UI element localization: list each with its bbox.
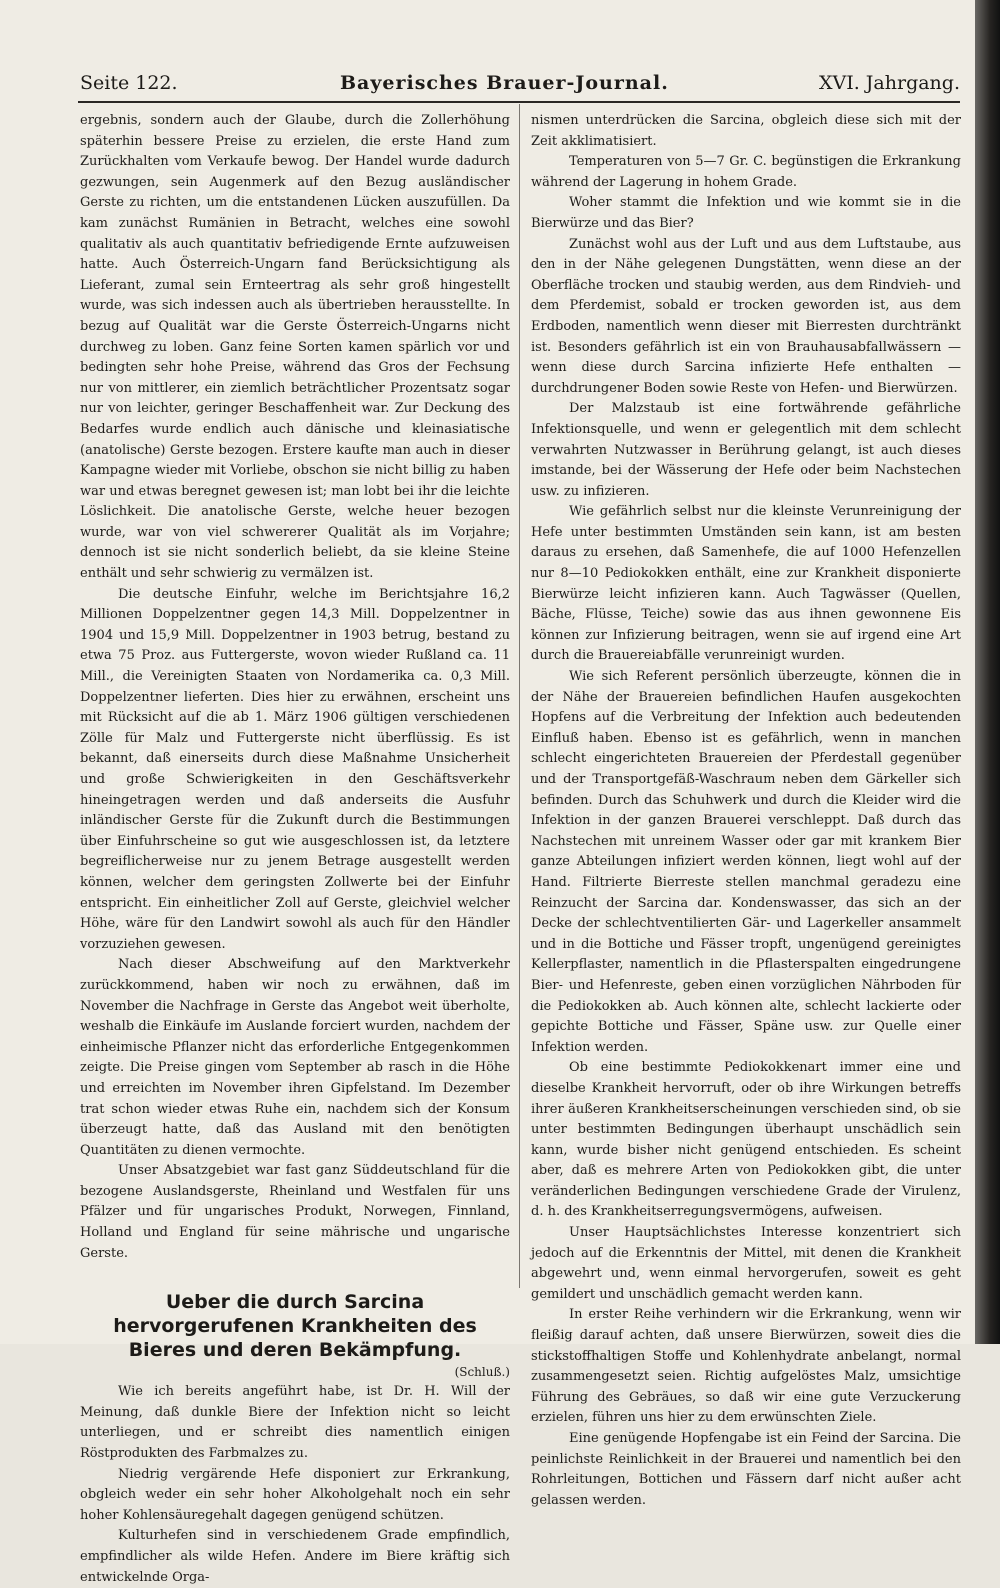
paragraph: Zunächst wohl aus der Luft und aus dem Luftstaube, aus den in der Nähe gelegenen Dungstätten, wenn diese an der Oberfläche trocken und staubig werden, aus dem Rindvieh- und dem Pferdemist, sobald er trocken geworden ist, aus dem Erdboden, namentlich wenn dieser mit Bierresten durchtränkt ist. Besonders gefährlich ist ein von Brauhausabfallwässern — wenn diese durch Sarcina infizierte Hefe enthalten — durchdrungener Boden sowie Reste von Hefen- und Bierwürzen.: [531, 236, 961, 396]
paragraph: Wie ich bereits angeführt habe, ist Dr. H. Will der Meinung, daß dunkle Biere der Infektion nicht so leicht unterliegen, und er schreibt dies namentlich einigen Röstprodukten des Farbmalzes zu.: [80, 1384, 510, 1462]
article-title: Ueber die durch Sarcina hervorgerufenen Krankheiten des Bieres und deren Bekämpfung.: [113, 1291, 477, 1362]
paragraph: Unser Absatzgebiet war fast ganz Süddeutschland für die bezogene Auslandsgerste, Rheinland und Westfalen für uns Pfälzer und für ungarisches Produkt, Norwegen, Finnland, Holland und England für seine mährische und ungarische Gerste.: [80, 1163, 510, 1261]
paragraph: Eine genügende Hopfengabe ist ein Feind der Sarcina. Die peinlichste Reinlichkeit in der Brauerei und namentlich bei den Rohrleitungen, Bottichen und Fässern darf nicht außer acht gelassen werden.: [531, 1431, 961, 1508]
article-note: (Schluß.): [454, 1365, 510, 1380]
paragraph: Die deutsche Einfuhr, welche im Berichtsjahre 16,2 Millionen Doppelzentner gegen 14,3 Mill. Doppelzentner in 1904 und 15,9 Mill. Doppelzentner in 1903 betrug, bestand zu etwa 75 Proz. aus Futtergerste, wovon wieder Rußland ca. 11 Mill., die Vereinigten Staaten von Nordamerika ca. 0,3 Mill. Doppelzentner lieferten. Dies hier zu erwähnen, erscheint uns mit Rücksicht auf die ab 1. März 1906 gültigen verschiedenen Zölle für Malz und Futtergerste nicht überflüssig. Es ist bekannt, daß einerseits durch diese Maßnahme Unsicherheit und große Schwierigkeiten in den Geschäftsverkehr hineingetragen werden und daß anderseits die Ausfuhr inländischer Gerste für die Zukunft durch die Bestimmungen über Einfuhrscheine so gut wie ausgeschlossen ist, da letztere begreiflicherweise nur zu jenem Betrage ausgestellt werden können, welcher dem geringsten Zollwerte bei der Einfuhr entspricht. Ein einheitlicher Zoll auf Gerste, gleichviel welcher Höhe, wäre für den Landwirt sowohl als auch für den Händler vorzuziehen gewesen.: [80, 586, 510, 952]
page-number: Seite 122.: [80, 72, 178, 94]
journal-title: Bayerisches Brauer-Journal.: [340, 72, 669, 94]
page-edge: [975, 0, 1000, 1344]
paragraph: ergebnis, sondern auch der Glaube, durch die Zollerhöhung späterhin bessere Preise zu erzielen, die erste Hand zum Zurückhalten vom Verkaufe bewog. Der Handel wurde dadurch gezwungen, sein Augenmerk auf den Bezug ausländischer Gerste zu richten, um die entstandenen Lücken auszufüllen. Da kam zunächst Rumänien in Betracht, welches eine sowohl qualitativ als auch quantitativ befriedigende Ernte aufzuweisen hatte. Auch Österreich-Ungarn fand Berücksichtigung als Lieferant, zumal sein Ernteertrag als sehr groß hingestellt wurde, was sich indessen auch als übertrieben herausstellte. In bezug auf Qualität war die Gerste Österreich-Ungarns nicht durchweg zu loben. Ganz feine Sorten kamen spärlich vor und bedingten sehr hohe Preise, während das Gros der Fechsung nur von mittlerer, ein ziemlich beträchtlicher Prozentsatz sogar nur von leichter, geringer Beschaffenheit war. Zur Deckung des Bedarfes wurde endlich auch dänische und kleinasiatische (anatolische) Gerste bezogen. Erstere kaufte man auch in dieser Kampagne wieder mit Vorliebe, obschon sie nicht billig zu haben war und etwas beregnet gewesen ist; man lobt bei ihr die leichte Löslichkeit. Die anatolische Gerste, welche heuer bezogen wurde, war von viel schwererer Qualität als im Vorjahre; dennoch ist sie nicht sonderlich beliebt, da sie kleine Steine enthält und sehr schwierig zu vermälzen ist.: [80, 113, 510, 582]
paragraph: Unser Hauptsächlichstes Interesse konzentriert sich jedoch auf die Erkenntnis der Mittel, mit denen die Krankheit abgewehrt und, wenn einmal hervorgerufen, soweit es geht gemildert und unschädlich gemacht werden kann.: [531, 1225, 961, 1302]
left-column: [80, 111, 510, 1588]
paragraph: In erster Reihe verhindern wir die Erkrankung, wenn wir fleißig darauf achten, daß unsere Bierwürzen, soweit dies die stickstoffhaltigen Stoffe und Kohlenhydrate anbelangt, normal zusammengesetzt seien. Richtig aufgelöstes Malz, umsichtige Führung des Gebräues, so daß wir eine gute Verzuckerung erzielen, führen uns hier zu dem erwünschten Ziele.: [531, 1307, 961, 1426]
paragraph: Wie gefährlich selbst nur die kleinste Verunreinigung der Hefe unter bestimmten Umständen sein kann, ist am besten daraus zu ersehen, daß Samenhefe, die auf 1000 Hefenzellen nur 8—10 Pediokokken enthält, eine zur Krankheit disponierte Bierwürze leicht infizieren kann. Auch Tagwässer (Quellen, Bäche, Flüsse, Teiche) sowie das aus ihnen gewonnene Eis können zur Infizierung beitragen, wenn sie auf irgend eine Art durch die Brauereiabfälle verunreinigt wurden.: [531, 504, 961, 664]
paragraph: Nach dieser Abschweifung auf den Marktverkehr zurückkommend, haben wir noch zu erwähnen, daß im November die Nachfrage in Gerste das Angebot weit überholte, weshalb die Einkäufe im Auslande forciert wurden, nachdem der einheimische Pflanzer nicht das erforderliche Entgegenkommen zeigte. Die Preise gingen vom September ab rasch in die Höhe und erreichten im November ihren Gipfelstand. Im Dezember trat schon wieder etwas Ruhe ein, nachdem sich der Konsum überzeugt hatte, daß das Ausland mit den benötigten Quantitäten zu dienen vermochte.: [80, 957, 510, 1158]
paragraph: Ob eine bestimmte Pediokokkenart immer eine und dieselbe Krankheit hervorruft, oder ob ihre Wirkungen betreffs ihrer äußeren Krankheitserscheinungen verschieden sind, ob sie unter bestimmten Bedingungen überhaupt unschädlich sein kann, wurde bisher nicht genügend entschieden. Es scheint aber, daß es mehrere Arten von Pediokokken gibt, die unter veränderlichen Bedingungen verschiedene Grade der Virulenz, d. h. des Krankheitserregungsvermögens, aufweisen.: [531, 1060, 961, 1220]
volume-label: XVI. Jahrgang.: [818, 72, 960, 94]
right-column: [531, 111, 961, 1511]
paragraph: Woher stammt die Infektion und wie kommt sie in die Bierwürze und das Bier?: [531, 195, 961, 231]
paragraph: nismen unterdrücken die Sarcina, obgleich diese sich mit der Zeit akklimatisiert.: [531, 113, 961, 149]
header-rule: [78, 101, 960, 103]
paragraph: Wie sich Referent persönlich überzeugte, können die in der Nähe der Brauereien befindlichen Haufen ausgekochten Hopfens auf die Verbreitung der Infektion auch bedeutenden Einfluß haben. Ebenso ist es gefährlich, wenn in manchen schlecht eingerichteten Brauereien der Pferdestall gegenüber und der Transportgefäß-Waschraum neben dem Gärkeller sich befinden. Durch das Schuhwerk und durch die Kleider wird die Infektion in der ganzen Brauerei verschleppt. Daß durch das Nachstechen mit unreinem Wasser oder gar mit krankem Bier ganze Abteilungen infiziert werden können, liegt wohl auf der Hand. Filtrierte Bierreste stellen manchmal geradezu eine Reinzucht der Sarcina dar. Kondenswasser, das sich an der Decke der schlechtventilierten Gär- und Lagerkeller ansammelt und in die Bottiche und Fässer tropft, ungenügend gereinigtes Kellerpflaster, namentlich in die Pflasterspalten eingedrungene Bier- und Hefenreste, geben einen vorzüglichen Nährboden für die Pediokokken ab. Auch können alte, schlecht lackierte oder gepichte Bottiche und Fässer, Späne usw. zur Quelle einer Infektion werden.: [531, 669, 961, 1055]
paragraph: Niedrig vergärende Hefe disponiert zur Erkrankung, obgleich weder ein sehr hoher Alkoholgehalt noch ein sehr hoher Kohlensäuregehalt dagegen genügend schützen.: [80, 1466, 510, 1523]
paragraph: Temperaturen von 5—7 Gr. C. begünstigen die Erkrankung während der Lagerung in hohem Grade.: [531, 154, 961, 190]
column-divider: [519, 104, 520, 1288]
paragraph: Der Malzstaub ist eine fortwährende gefährliche Infektionsquelle, und wenn er gelegentlich mit dem schlecht verwahrten Nutzwasser in Berührung gelangt, ist auch dieses imstande, bei der Wässerung der Hefe oder beim Nachstechen usw. zu infizieren.: [531, 401, 961, 499]
page-header: [80, 72, 960, 102]
paragraph: Kulturhefen sind in verschiedenem Grade empfindlich, empfindlicher als wilde Hefen. Andere im Biere kräftig sich entwickelnde Orga-: [80, 1528, 510, 1585]
